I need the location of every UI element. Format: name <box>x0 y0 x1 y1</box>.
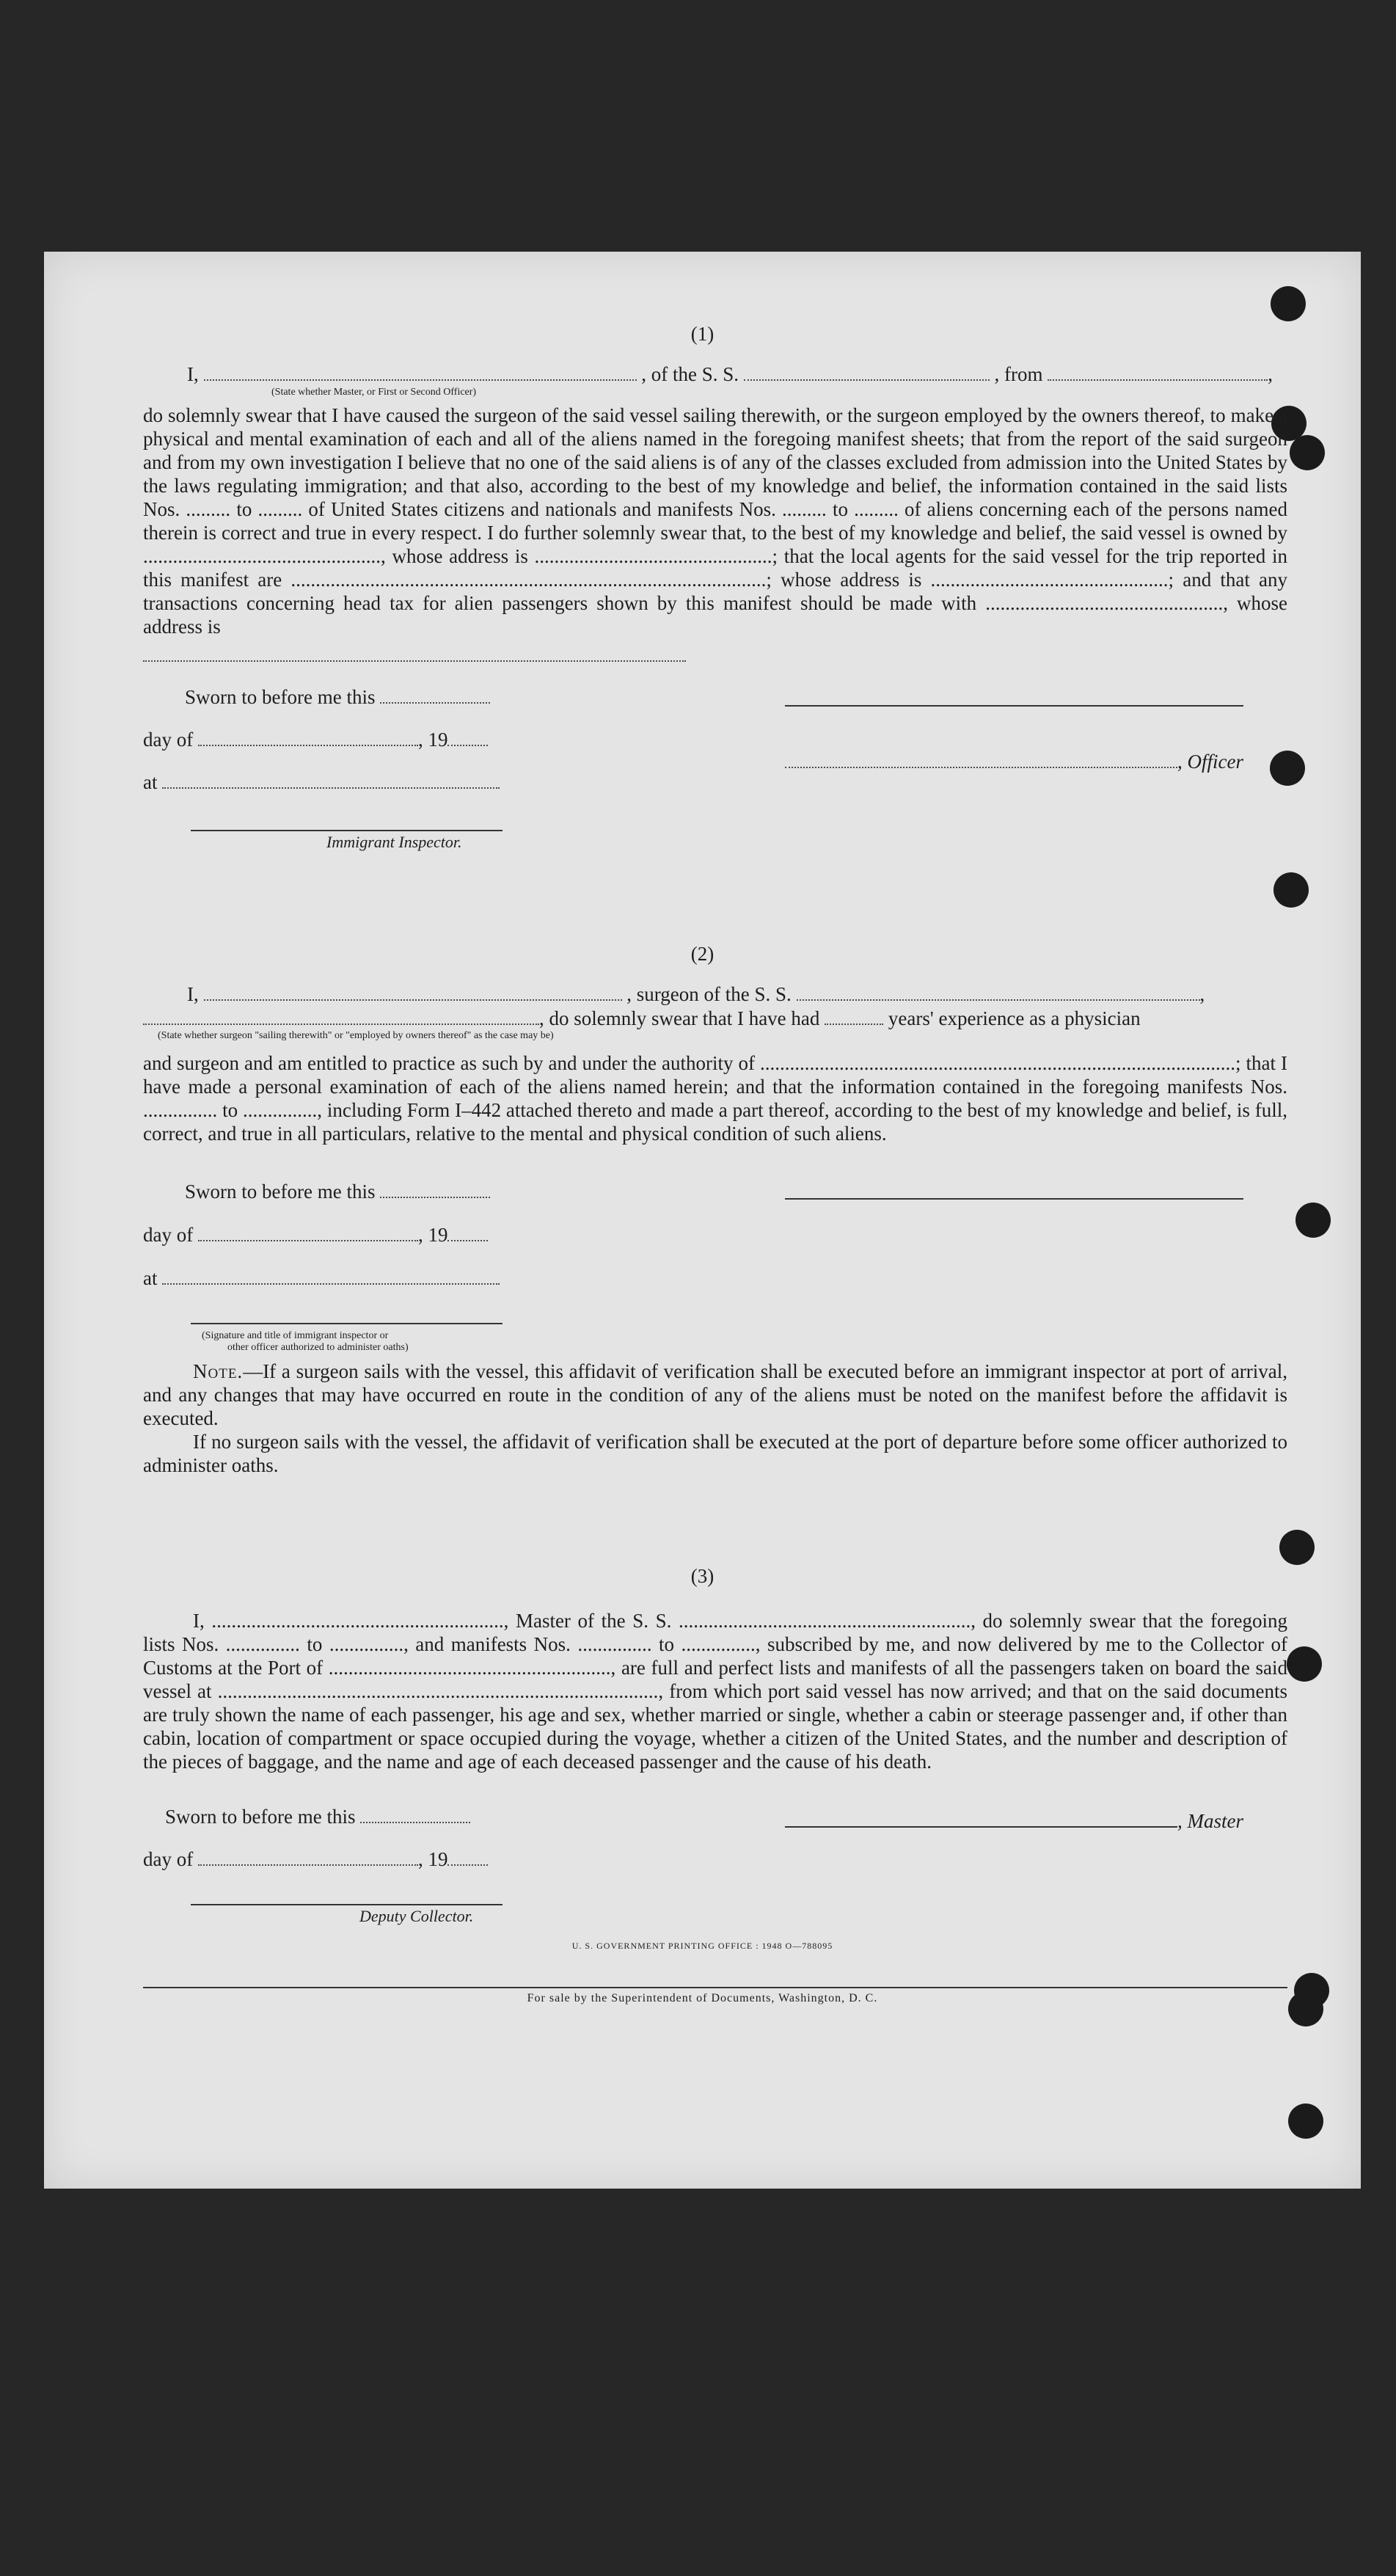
signature-caption-2: other officer authorized to administer oaths) <box>227 1342 409 1353</box>
footer-rule <box>143 1987 1287 1988</box>
surgeon-caption: (State whether surgeon "sailing therewith" or "employed by owners thereof" as the case may be) <box>158 1030 554 1041</box>
section-1-day-of: day of , 19 <box>143 729 488 751</box>
section-1-at: at <box>143 771 500 794</box>
deputy-collector-label: Deputy Collector. <box>359 1907 474 1925</box>
section-1-oath-text: do solemnly swear that I have caused the surgeon of the said vessel sailing therewith, or the surgeon employed by the owners thereof, to make a physical and mental examination of each and all of the aliens named in the foregoing manifest sheets; that from the report of the said surgeon and from my own investigation I believe that no one of the said aliens is of any of the classes excluded from admission into the United States by the laws regulating immigration; and that also, according to the best of my knowledge and belief, the information contained in the said lists Nos. ......... to ......... of United States citizens and nationals and manifests Nos. ......... to ......... of aliens concerning each of the persons named therein is correct and true in every respect. I do further solemnly swear that, to the best of my knowledge and belief, the said vessel is owned by ................................................, whose address is ................................................; that the local agents for the said vessel for the trip reported in this manifest are ................................................................................................; whose address is ................................................; and that any transactions concerning head tax for alien passengers shown by this manifest should be made with ................................................, whose address is <box>143 404 1287 638</box>
section-2-line-1: I, , surgeon of the S. S. , <box>187 983 1205 1005</box>
section-1-number: (1) <box>690 323 715 345</box>
punch-hole <box>1273 872 1309 908</box>
section-2-note: Note.—If a surgeon sails with the vessel, this affidavit of verification shall be executed before an immigrant inspector at port of arrival, and any changes that may have occurred en route in the condition of any of the aliens must be noted on the manifest before the affidavit is executed. If no surgeon sails with the vessel, the affidavit of verification shall be executed at the port of departure before some officer authorized to administer oaths. <box>143 1360 1287 1476</box>
section-3-sworn: Sworn to before me this <box>165 1806 470 1828</box>
section-3-oath-text: I, ..........................................................., Master of the S. S. ..........................................................., do solemnly swear that the foregoing lists Nos. ............... to ..............., and manifests Nos. ............... to ..............., subscribed by me, and now delivered by me to the Collector of Customs at the Port of ........................................................., are full and perfect lists and manifests of all the passengers taken on board the said vessel at ........................................................................................., from which port said vessel has now arrived; and that on the said documents are truly shown the name of each passenger, his age and sex, whether married or single, whether a cabin or steerage passenger and, if other than cabin, location of compartment or space occupied during the voyage, whether a citizen of the United States, and the number and description of the pieces of baggage, and the name and age of each deceased passenger and the cause of his death. <box>143 1610 1287 1773</box>
sale-notice: For sale by the Superintendent of Documents, Washington, D. C. <box>527 1992 878 2004</box>
signature-line <box>143 660 686 662</box>
punch-hole <box>1295 1203 1331 1238</box>
punch-hole <box>1271 286 1306 321</box>
section-2-at: at <box>143 1267 500 1290</box>
punch-hole <box>1270 751 1305 786</box>
section-2-oath-text: and surgeon and am entitled to practice as such by and under the authority of ................................................................................................; that I have made a personal examination of each of the aliens named herein; and that the information contained in the foregoing manifests Nos. ............... to ..............., including Form I–442 attached thereto and made a part thereof, according to the best of my knowledge and belief, is full, correct, and true in all particulars, relative to the mental and physical condition of such aliens. <box>143 1052 1287 1145</box>
immigrant-inspector-label: Immigrant Inspector. <box>326 833 462 851</box>
manifest-form-page <box>44 252 1361 2189</box>
section-2-line-2: , do solemnly swear that I have had years' experience as a physician <box>143 1007 1141 1030</box>
section-3-number: (3) <box>690 1565 715 1587</box>
punch-hole <box>1288 2104 1323 2139</box>
section-1-officer: , Officer <box>785 751 1243 773</box>
inspector-signature-line <box>191 830 503 831</box>
authorized-officer-signature-line <box>191 1323 503 1324</box>
section-1-line-1: I, , of the S. S. , from , <box>187 363 1273 385</box>
section-2-number: (2) <box>690 943 715 965</box>
punch-hole <box>1290 435 1325 470</box>
section-2-sworn: Sworn to before me this <box>185 1181 490 1203</box>
signature-caption-1: (Signature and title of immigrant inspector or <box>202 1330 389 1341</box>
section-2-day-of: day of , 19 <box>143 1224 488 1247</box>
printing-office-line: U. S. GOVERNMENT PRINTING OFFICE : 1948 O—788095 <box>571 1941 833 1951</box>
surgeon-signature-line <box>785 1198 1243 1200</box>
officer-caption: (State whether Master, or First or Second Officer) <box>271 387 477 398</box>
section-3-day-of: day of , 19 <box>143 1848 488 1871</box>
punch-hole <box>1279 1530 1315 1565</box>
deputy-collector-signature-line <box>191 1904 503 1905</box>
officer-signature-line <box>785 705 1243 707</box>
section-3-master: , Master <box>785 1810 1243 1833</box>
section-1-sworn: Sworn to before me this <box>185 686 490 709</box>
punch-hole <box>1287 1646 1322 1682</box>
